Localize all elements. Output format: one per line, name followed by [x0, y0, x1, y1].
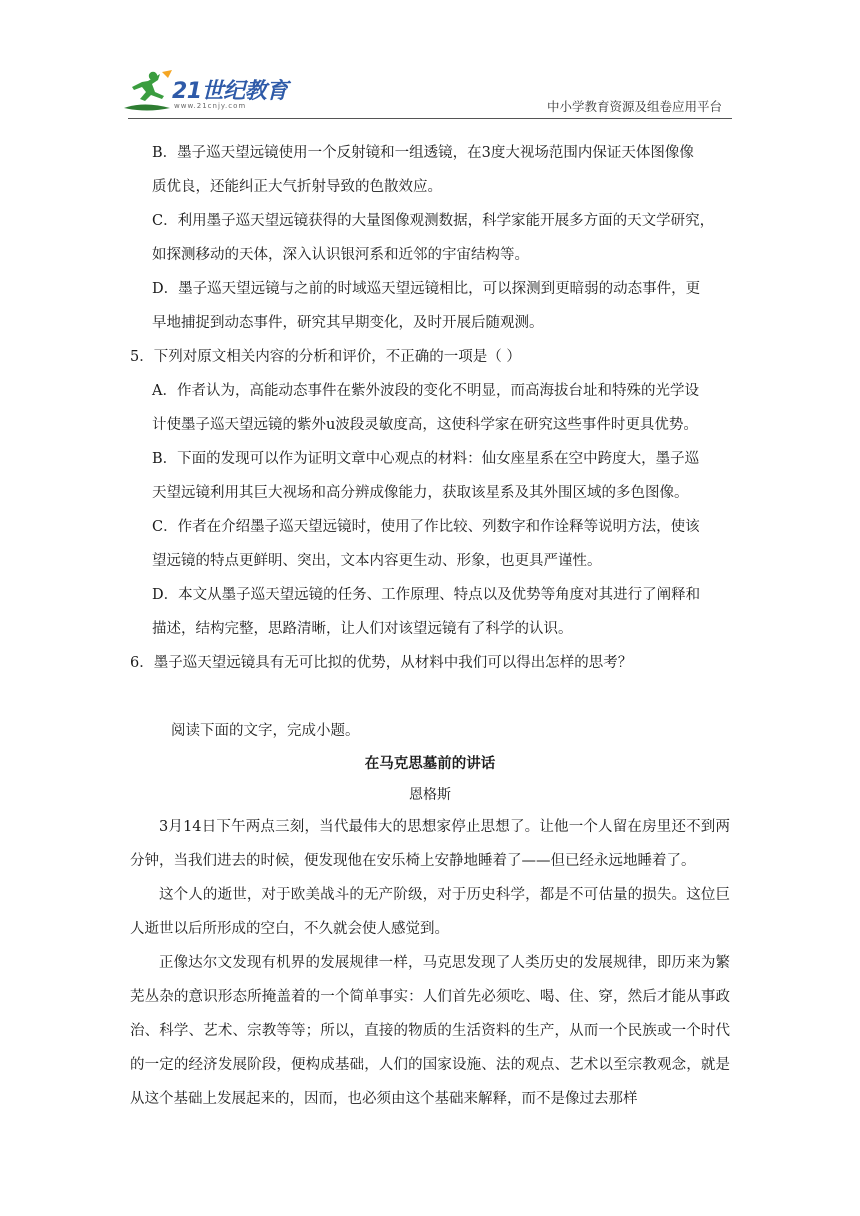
header-divider: [128, 118, 732, 119]
q4-option-b: [130, 136, 730, 204]
text-line: 描述，结构完整，思路清晰，让人们对该望远镜有了科学的认识。: [152, 621, 573, 637]
text-line: 质优良，还能纠正大气折射导致的色散效应。: [152, 179, 442, 195]
text-line: A．作者认为，高能动态事件在紫外波段的变化不明显，而高海拔台址和特殊的光学设: [152, 383, 699, 399]
text-line: D．本文从墨子巡天望远镜的任务、工作原理、特点以及优势等角度对其进行了阐释和: [152, 587, 701, 603]
platform-name: 中小学教育资源及组卷应用平台: [546, 99, 722, 114]
text-line: 如探测移动的天体，深入认识银河系和近邻的宇宙结构等。: [152, 247, 529, 263]
article-paragraph: 正像达尔文发现有机界的发展规律一样，马克思发现了人类历史的发展规律，即历来为繁芜丛杂的意识形态所掩盖着的一个简单事实：人们首先必须吃、喝、住、穿，然后才能从事政治、科学、艺术、宗教等等；所以，直接的物质的生活资料的生产，从而一个民族或一个时代的一定的经济发展阶段，便构成基础，人们的国家设施、法的观点、艺术以至宗教观念，就是从这个基础上发展起来的，因而，也必须由这个基础来解释，而不是像过去那样: [130, 955, 730, 1107]
logo-text: 21世纪教育: [172, 79, 288, 104]
q4-option-d: [130, 272, 730, 340]
logo: [120, 68, 290, 118]
text-line: C．利用墨子巡天望远镜获得的大量图像观测数据，科学家能开展多方面的天文学研究，: [152, 213, 715, 229]
answer-space: [130, 680, 730, 714]
article-author: 恩格斯: [409, 787, 451, 803]
text-line: 计使墨子巡天望远镜的紫外u波段灵敏度高，这使科学家在研究这些事件时更具优势。: [152, 417, 698, 433]
q5-stem: 5．下列对原文相关内容的分析和评价，不正确的一项是（ ）: [130, 349, 521, 365]
reading-instruction: 阅读下面的文字，完成小题。: [171, 723, 360, 739]
article-paragraph: 3月14日下午两点三刻，当代最伟大的思想家停止思想了。让他一个人留在房里还不到两分钟，当我们进去的时候，便发现他在安乐椅上安静地睡着了——但已经永远地睡着了。: [130, 819, 730, 869]
q5-option-a: [130, 374, 730, 442]
document-body: [130, 136, 730, 1116]
article-title: 在马克思墓前的讲话: [364, 755, 496, 772]
q5-option-b: [130, 442, 730, 510]
q4-option-c: [130, 204, 730, 272]
page-header: [0, 0, 860, 122]
article-paragraph: 这个人的逝世，对于欧美战斗的无产阶级，对于历史科学，都是不可估量的损失。这位巨人逝世以后所形成的空白，不久就会使人感觉到。: [130, 887, 730, 937]
text-line: 望远镜的特点更鲜明、突出，文本内容更生动、形象，也更具严谨性。: [152, 553, 602, 569]
text-line: B．墨子巡天望远镜使用一个反射镜和一组透镜，在3度大视场范围内保证天体图像像: [152, 145, 694, 161]
text-line: C．作者在介绍墨子巡天望远镜时，使用了作比较、列数字和作诠释等说明方法，使该: [152, 519, 700, 535]
q5-option-d: [130, 578, 730, 646]
text-line: D．墨子巡天望远镜与之前的时域巡天望远镜相比，可以探测到更暗弱的动态事件，更: [152, 281, 701, 297]
text-line: B．下面的发现可以作为证明文章中心观点的材料：仙女座星系在空中跨度大，墨子巡: [152, 451, 700, 467]
text-line: 早地捕捉到动态事件，研究其早期变化，及时开展后随观测。: [152, 315, 544, 331]
q6-stem: 6．墨子巡天望远镜具有无可比拟的优势，从材料中我们可以得出怎样的思考？: [130, 655, 633, 671]
logo-url: www.21cnjy.com: [174, 102, 247, 110]
q5-option-c: [130, 510, 730, 578]
runner-logo-icon: [120, 68, 176, 114]
text-line: 天望远镜利用其巨大视场和高分辨成像能力，获取该星系及其外围区域的多色图像。: [152, 485, 689, 501]
